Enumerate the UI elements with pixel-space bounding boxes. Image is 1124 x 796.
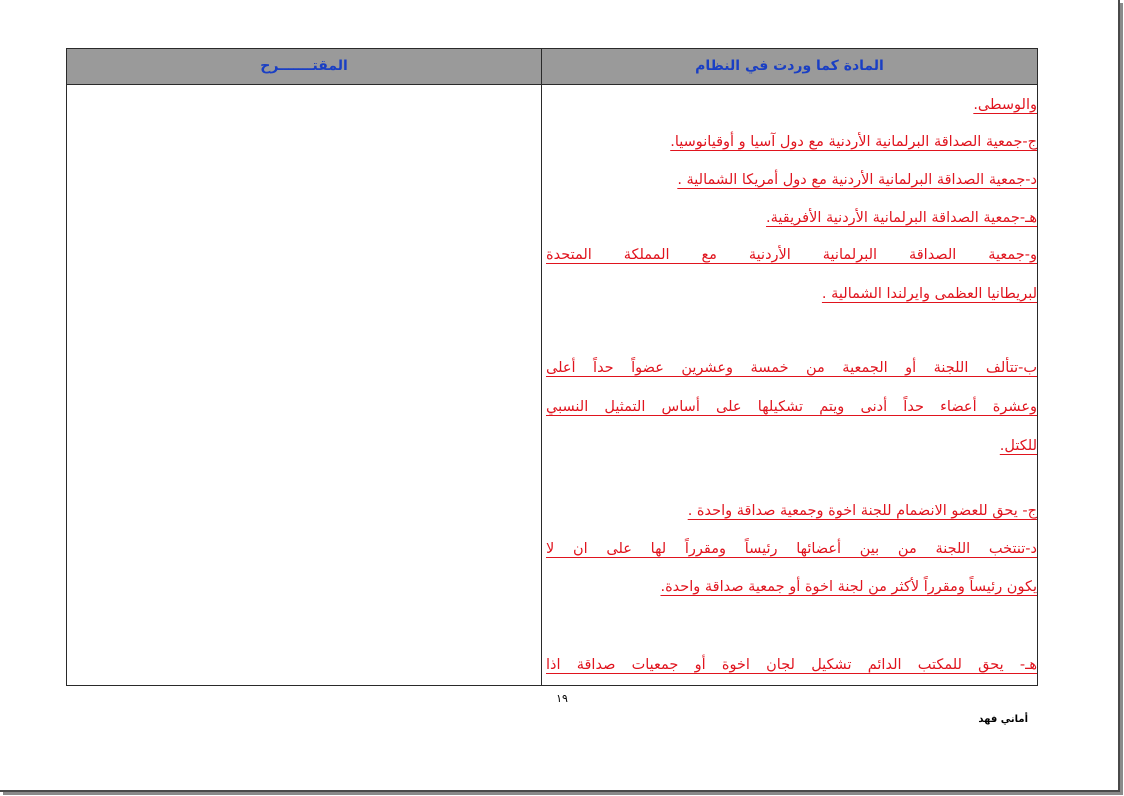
- article-line: هـ- يحق للمكتب الدائم تشكيل لجان اخوة أو جمعيات صداقة اذا: [546, 657, 1037, 673]
- article-line: هـ-جمعية الصداقة البرلمانية الأردنية الأفريقية.: [766, 210, 1037, 226]
- article-line: والوسطى.: [973, 97, 1037, 113]
- article-line: وعشرة أعضاء حداً أدنى ويتم تشكيلها على أساس التمثيل النسبي: [546, 399, 1037, 415]
- page-number: ١٩: [556, 692, 568, 705]
- proposal-cell: [67, 85, 541, 685]
- article-line: و-جمعية الصداقة البرلمانية الأردنية مع المملكة المتحدة: [546, 247, 1037, 263]
- article-line: د-جمعية الصداقة البرلمانية الأردنية مع دول أمريكا الشمالية .: [677, 172, 1037, 188]
- article-line: د-تنتخب اللجنة من بين أعضائها رئيساً ومقرراً لها على ان لا: [546, 541, 1037, 557]
- table-header-row: [67, 49, 1037, 85]
- article-line: للكتل.: [999, 438, 1037, 454]
- comparison-table: [66, 48, 1038, 686]
- article-line: لبريطانيا العظمى وايرلندا الشمالية .: [821, 286, 1037, 302]
- article-text-cell: [542, 85, 1037, 685]
- header-proposal: المقتـــــــرح: [260, 58, 348, 74]
- article-line: ب-تتألف اللجنة أو الجمعية من خمسة وعشرين عضواً حداً أعلى: [546, 360, 1037, 376]
- header-article-as-stated: المادة كما وردت في النظام: [695, 58, 884, 74]
- article-line: يكون رئيساً ومقرراً لأكثر من لجنة اخوة أو جمعية صداقة واحدة.: [660, 579, 1037, 595]
- author-name: أماني فهد: [978, 714, 1028, 725]
- article-line: ج-جمعية الصداقة البرلمانية الأردنية مع دول آسيا و أوقيانوسيا.: [670, 134, 1037, 150]
- article-line: ج- يحق للعضو الانضمام للجنة اخوة وجمعية صداقة واحدة .: [687, 503, 1037, 519]
